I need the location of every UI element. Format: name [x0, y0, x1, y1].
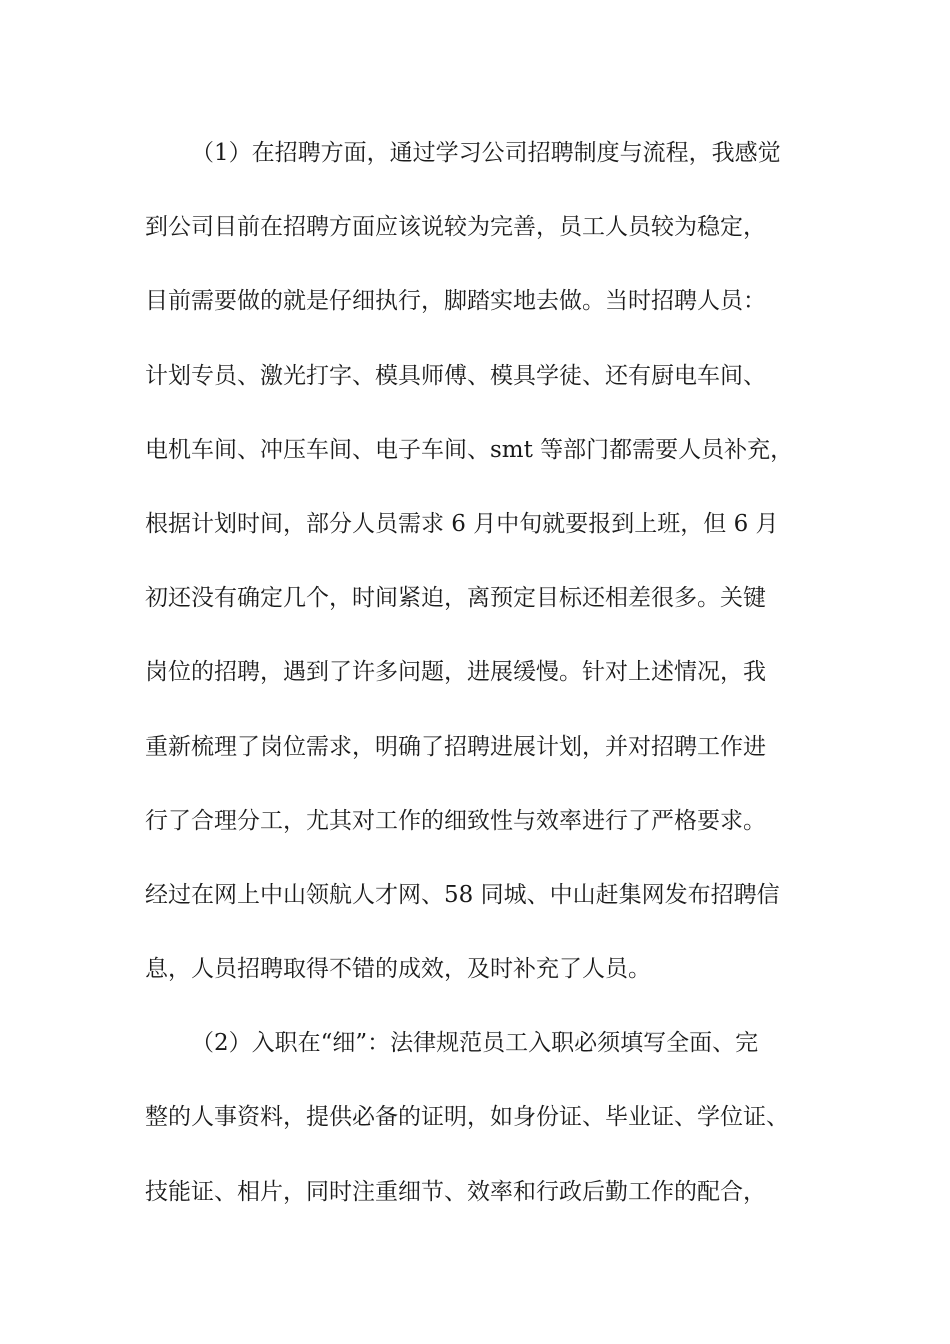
- paragraph-1-line-1: （1）在招聘方面，通过学习公司招聘制度与流程，我感觉: [191, 140, 781, 166]
- paragraph-1-line-12: 息，人员招聘取得不错的成效，及时补充了人员。: [145, 956, 651, 983]
- paragraph-2-line-2: 整的人事资料，提供必备的证明，如身份证、毕业证、学位证、: [145, 1104, 789, 1131]
- paragraph-1-line-2: 到公司目前在招聘方面应该说较为完善，员工人员较为稳定，: [145, 214, 766, 241]
- paragraph-2-line-3: 技能证、相片，同时注重细节、效率和行政后勤工作的配合，: [145, 1178, 766, 1205]
- paragraph-1-line-6: 根据计划时间，部分人员需求 6 月中旬就要报到上班，但 6 月: [145, 510, 779, 537]
- paragraph-1-line-5: 电机车间、冲压车间、电子车间、smt 等部门都需要人员补充，: [145, 436, 794, 463]
- paragraph-1-line-11: 经过在网上中山领航人才网、58 同城、中山赶集网发布招聘信: [145, 881, 780, 908]
- paragraph-1-line-8: 岗位的招聘，遇到了许多问题，进展缓慢。针对上述情况，我: [145, 659, 766, 686]
- paragraph-1-line-4: 计划专员、激光打字、模具师傅、模具学徒、还有厨电车间、: [145, 362, 766, 389]
- paragraph-1-line-3: 目前需要做的就是仔细执行，脚踏实地去做。当时招聘人员：: [145, 288, 766, 315]
- paragraph-1-line-10: 行了合理分工，尤其对工作的细致性与效率进行了严格要求。: [145, 807, 766, 834]
- paragraph-1-line-7: 初还没有确定几个，时间紧迫，离预定目标还相差很多。关键: [145, 585, 766, 612]
- paragraph-2-line-1: （2）入职在“细”：法律规范员工入职必须填写全面、完: [191, 1030, 759, 1057]
- paragraph-1-line-9: 重新梳理了岗位需求，明确了招聘进展计划，并对招聘工作进: [145, 733, 766, 760]
- document-body: [145, 130, 835, 1243]
